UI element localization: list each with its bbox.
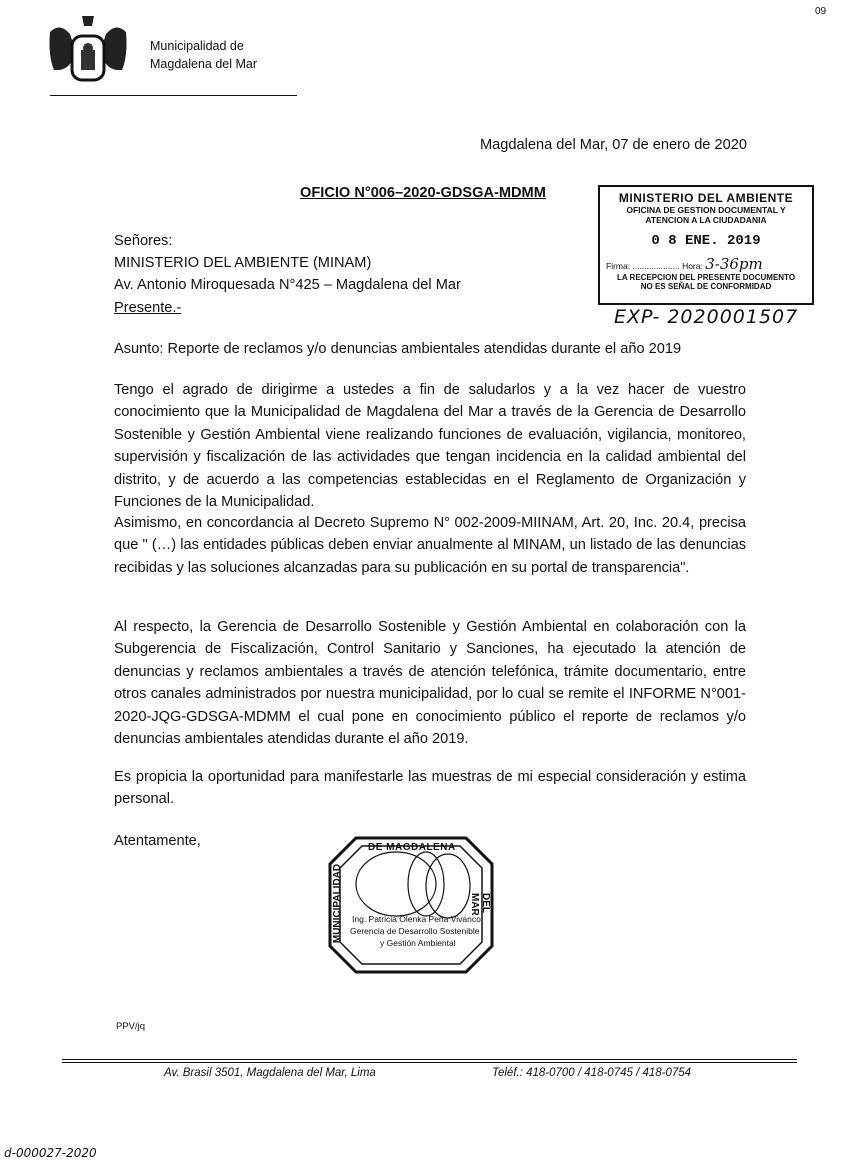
signer-role-1: Gerencia de Desarrollo Sostenible (350, 926, 480, 936)
letterhead-name (150, 37, 257, 73)
stamp-signature-row: Firma: .................... Hora: 3-36pm (606, 255, 763, 273)
footer-address: Av. Brasil 3501, Magdalena del Mar, Lima (164, 1067, 376, 1079)
stamp-subtitle-2: ATENCION A LA CIUDADANIA (645, 215, 767, 225)
letterhead-line-1: Municipalidad de (150, 39, 244, 53)
signer-name: Ing. Patricia Olenka Peña Vivanco (352, 914, 481, 924)
subject-line: Asunto: Reporte de reclamos y/o denuncias ambientales atendidas durante el año 2019 (114, 341, 682, 357)
signer-role-2: y Gestión Ambiental (380, 938, 456, 948)
hora-value: 3-36pm (705, 255, 763, 273)
presente: Presente.- (114, 299, 182, 316)
body-paragraph-4: Es propicia la oportunidad para manifestarle las muestras de mi especial consideración y estima personal. (114, 769, 746, 808)
letterhead-line-2: Magdalena del Mar (150, 57, 258, 71)
stamp-right-text: DEL MAR (469, 893, 491, 916)
handwritten-note: d-000027-2020 (4, 1146, 97, 1160)
recipient-org: MINISTERIO DEL AMBIENTE (MINAM) (114, 255, 372, 272)
recipient-block (114, 230, 461, 319)
hora-label: Hora: (682, 261, 703, 271)
footer-divider-top (62, 1059, 797, 1060)
expediente-number: EXP- 2020001507 (614, 306, 799, 328)
body-paragraph-2: Asimismo, en concordancia al Decreto Supremo N° 002-2009-MIINAM, Art. 20, Inc. 20.4, precisa que " (…) las entidades públicas deben enviar anualmente al MINAM, un listado de las denuncias recibidas y las soluciones alcanzadas para su publicación en su portal de transparencia". (114, 515, 746, 576)
stamp-left-text: MUNICIPALIDAD (332, 863, 344, 944)
stamp-date: 0 8 ENE. 2019 (651, 233, 761, 249)
body-paragraph-1: Tengo el agrado de dirigirme a ustedes a fin de saludarlos y a la vez hacer de vuestro conocimiento que la Municipalidad de Magdalena del Mar a través de la Gerencia de Desarrollo Sostenible y Gestión Ambiental viene realizando funciones de evaluación, vigilancia, monitoreo, supervisión y fiscalización de las actividades que tengan incidencia en la calidad ambiental del distrito, y de acuerdo a las competencias establecidas en el Reglamento de Organización y Funciones de la Municipalidad. (114, 382, 746, 511)
footer-phones: Teléf.: 418-0700 / 418-0745 / 418-0754 (492, 1067, 692, 1079)
firma-label: Firma: (606, 261, 631, 271)
stamp-top-text: DE MAGDALENA (368, 842, 456, 853)
stamp-subtitle-1: OFICINA DE GESTION DOCUMENTAL Y (626, 205, 786, 215)
municipal-coat-of-arms-logo (46, 12, 130, 88)
body-paragraph-3: Al respecto, la Gerencia de Desarrollo Sostenible y Gestión Ambiental en colaboración con la Subgerencia de Fiscalización, Control Sanitario y Sanciones, ha ejecutado la atención de denuncias y reclamos ambientales a través de atención telefónica, trámite documentario, entre otros canales administrados por nuestra municipalidad, por lo cual se remite el INFORME N°001-2020-JQG-GDSGA-MDMM el cual pone en conocimiento público el reporte de reclamos y/o denuncias ambientales atendidas durante el año 2019. (114, 619, 746, 748)
reception-stamp (598, 185, 814, 305)
document-reference: OFICIO N°006–2020-GDSGA-MDMM (300, 185, 546, 201)
stamp-disclaimer-2: NO ES SEÑAL DE CONFORMIDAD (640, 282, 772, 291)
footer-divider-bottom (62, 1062, 797, 1063)
closing: Atentamente, (114, 833, 201, 849)
header-divider (50, 95, 297, 96)
salutation: Señores: (114, 233, 173, 249)
date-line: Magdalena del Mar, 07 de enero de 2020 (480, 137, 747, 153)
stamp-disclaimer-1: LA RECEPCION DEL PRESENTE DOCUMENTO (616, 273, 796, 282)
page-number-mark: 09 (815, 6, 827, 17)
signature-stamp (326, 834, 496, 976)
initials: PPV/jq (116, 1021, 146, 1032)
stamp-title: MINISTERIO DEL AMBIENTE (618, 191, 794, 205)
recipient-address: Av. Antonio Miroquesada N°425 – Magdalena del Mar (114, 277, 461, 294)
